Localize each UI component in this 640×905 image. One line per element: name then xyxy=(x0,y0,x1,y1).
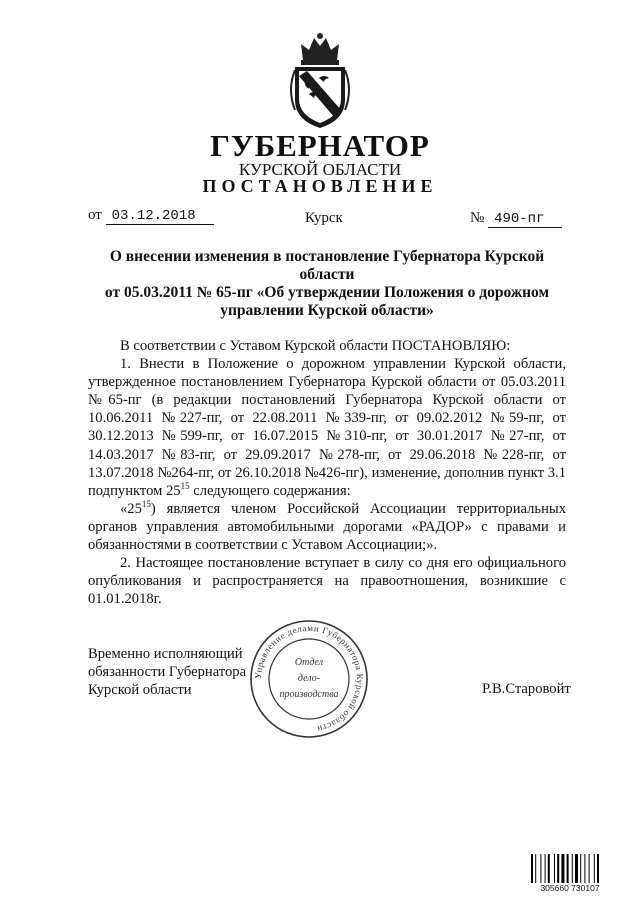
resolution-heading xyxy=(88,248,566,320)
number-field xyxy=(470,210,562,228)
number-value: 490-пг xyxy=(488,211,562,228)
date-prefix: от xyxy=(88,207,102,223)
stamp-ring-text: Управление делами Губернатора Курской области xyxy=(252,622,366,735)
city-label: Курск xyxy=(305,210,343,226)
paragraph-item-1: 1. Внести в Положение о дорожном управлении Курской области, утвержденное постановлением Губернатора Курской области от 05.03.2011 №65-пг (в редакции постановлений Губернатора Курской области от 10.06.2011 №227-пг, от 22.08.2011 №339-пг, от 09.02.2012 №59-пг, от 30.12.2013 №599-пг, от 16.07.2015 №310-пг, от 30.01.2017 №27-пг, от 14.03.2017 №83-пг, от 29.09.2017 №278-пг, от 29.06.2018 №228-пг, от 13.07.2018 №264-пг, от 26.10.2018 №426-пг), изменение, дополнив пункт 3.1 подпунктом $25^{15}$ следующего содержания: xyxy=(88,356,566,499)
barcode-number: 305660 730107 xyxy=(527,883,613,893)
kursk-coat-of-arms-icon xyxy=(285,30,355,130)
signer-position: Временно исполняющий обязанности Губернатора Курской области xyxy=(88,646,247,698)
stamp-center-line: производства xyxy=(279,689,339,700)
document-title: ГУБЕРНАТОР xyxy=(210,128,430,163)
paragraph-item-2: 2. Настоящее постановление вступает в силу со дня его официального опубликования и распространяется на правоотношения, возникшие с 01.01.2018г. xyxy=(88,555,566,608)
official-stamp xyxy=(247,617,371,741)
heading-line: О внесении изменения в постановление Губернатора Курской области xyxy=(109,248,545,283)
document-body xyxy=(88,337,566,608)
region-subtitle: КУРСКОЙ ОБЛАСТИ xyxy=(238,160,402,179)
stamp-center-line: Отдел xyxy=(294,657,324,668)
signer-name: Р.В.Старовойт xyxy=(482,681,571,697)
heading-line: от 05.03.2011 № 65-пг «Об утверждении Положения о дорожном xyxy=(104,284,550,301)
heading-line: управлении Курской области» xyxy=(220,302,434,319)
paragraph-quoted-subitem: «$25^{15}$) является членом Российской Ассоциации территориальных органов управления автомобильными дорогами «РАДОР» с правами и обязанностями в соответствии с Уставом Ассоциации;». xyxy=(88,498,566,554)
date-value: 03.12.2018 xyxy=(106,208,214,225)
number-prefix: № xyxy=(470,210,485,226)
document-type: ПОСТАНОВЛЕНИЕ xyxy=(202,176,438,196)
date-field xyxy=(88,207,214,225)
stamp-center-line: дело- xyxy=(297,673,321,684)
paragraph-preamble: В соответствии с Уставом Курской области ПОСТАНОВЛЯЮ: xyxy=(120,338,511,354)
